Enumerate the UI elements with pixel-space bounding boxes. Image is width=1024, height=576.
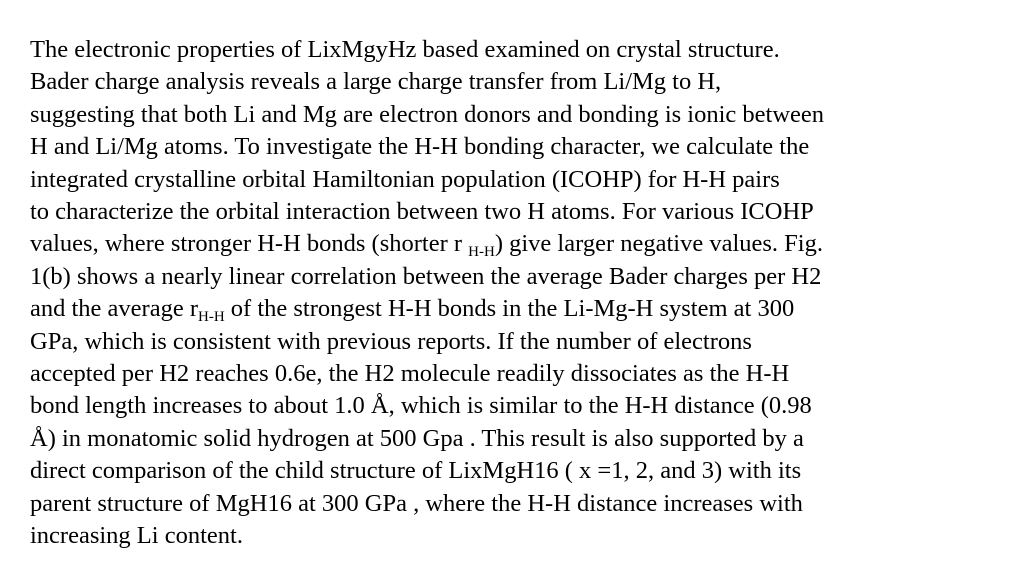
text-line: bond length increases to about 1.0 Å, which is similar to the H-H distance (0.98 bbox=[30, 392, 812, 420]
text-line: Å) in monatomic solid hydrogen at 500 Gpa . This result is also supported by a bbox=[30, 424, 804, 452]
text-segment: and the average r bbox=[30, 295, 198, 323]
text-line: increasing Li content. bbox=[30, 522, 243, 550]
text-line: accepted per H2 reaches 0.6e, the H2 molecule readily dissociates as the H-H bbox=[30, 360, 790, 388]
text-segment: of the strongest H-H bonds in the Li-Mg-H system at 300 bbox=[224, 295, 795, 323]
text-segment: ) give larger negative values. Fig. bbox=[494, 230, 823, 258]
text-line: The electronic properties of LixMgyHz based examined on crystal structure. bbox=[30, 36, 780, 63]
text-line: integrated crystalline orbital Hamiltonian population (ICOHP) for H-H pairs bbox=[30, 165, 780, 193]
text-paragraph bbox=[30, 34, 1005, 553]
text-line-with-subscript bbox=[30, 293, 1005, 325]
text-line: to characterize the orbital interaction between two H atoms. For various ICOHP bbox=[30, 198, 814, 226]
text-line: H and Li/Mg atoms. To investigate the H-H bonding character, we calculate the bbox=[30, 133, 810, 161]
text-segment: values, where stronger H-H bonds (shorter r bbox=[30, 230, 469, 258]
text-line: direct comparison of the child structure of LixMgH16 ( x =1, 2, and 3) with its bbox=[30, 457, 802, 485]
text-line-with-subscript bbox=[30, 228, 1005, 260]
text-line: 1(b) shows a nearly linear correlation between the average Bader charges per H2 bbox=[30, 262, 822, 290]
text-line: Bader charge analysis reveals a large charge transfer from Li/Mg to H, bbox=[30, 68, 722, 96]
subscript-h-h: H-H bbox=[198, 309, 225, 326]
text-line: suggesting that both Li and Mg are electron donors and bonding is ionic between bbox=[30, 100, 825, 128]
subscript-h-h: H-H bbox=[468, 244, 495, 261]
text-line: GPa, which is consistent with previous reports. If the number of electrons bbox=[30, 327, 752, 355]
text-line: parent structure of MgH16 at 300 GPa , where the H-H distance increases with bbox=[30, 489, 803, 517]
